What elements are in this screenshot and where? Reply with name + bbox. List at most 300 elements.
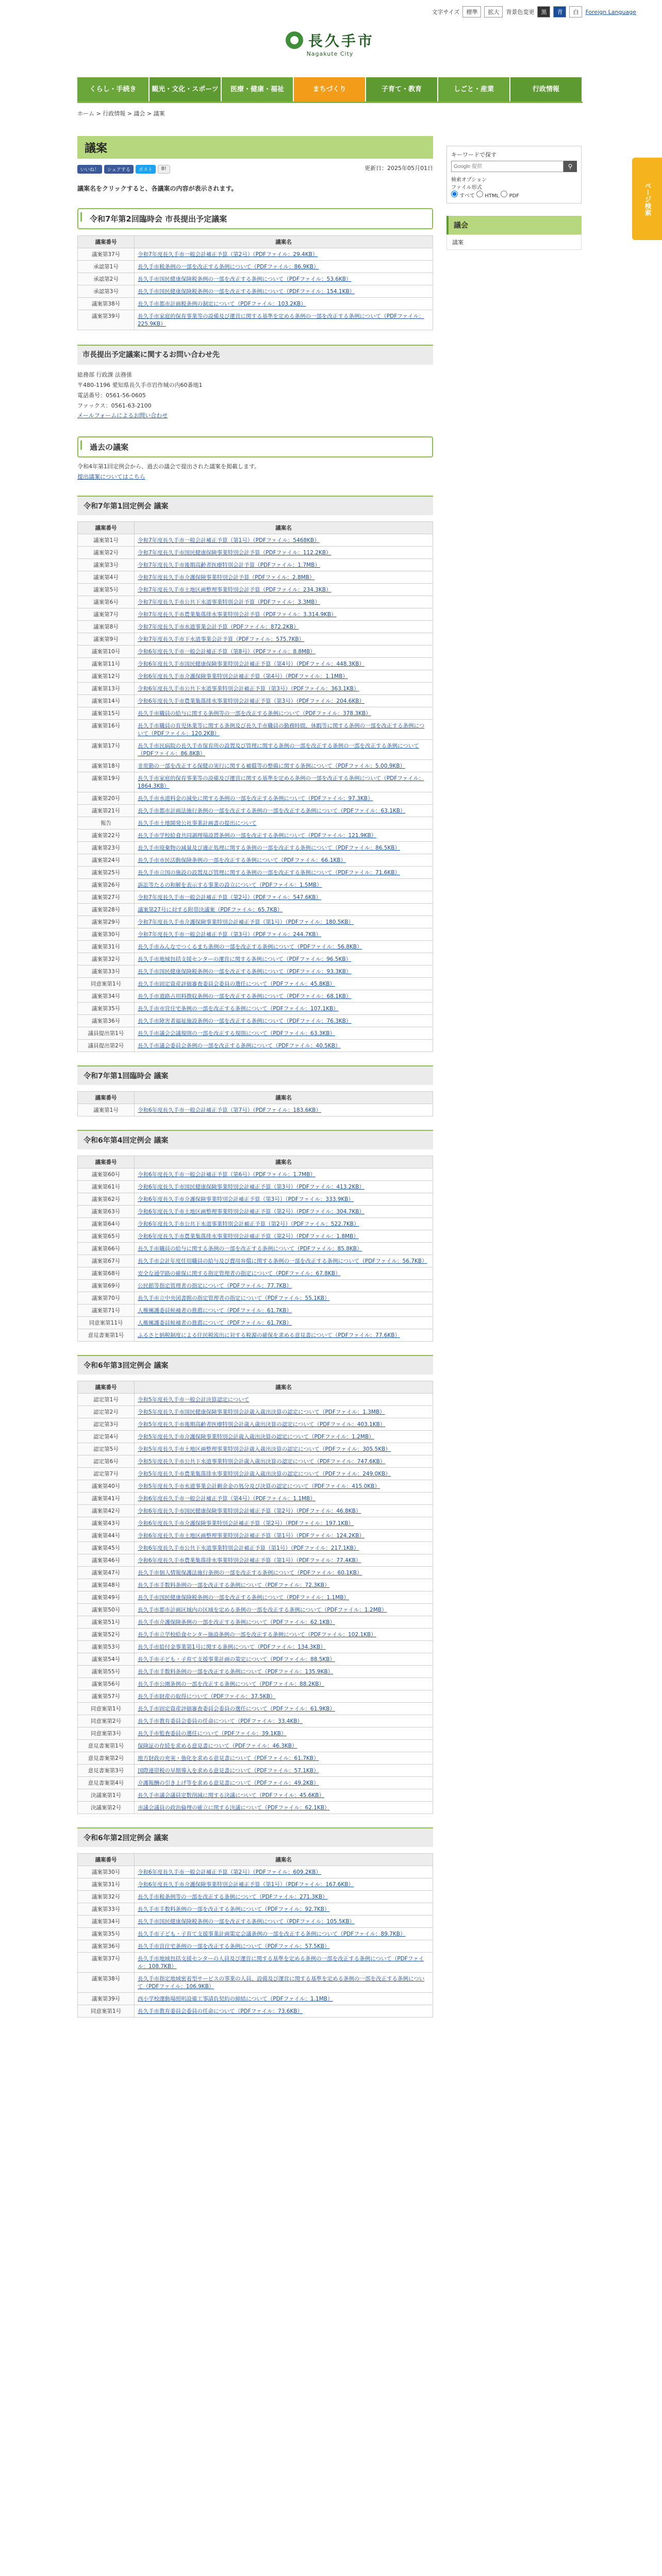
bill-number: 議案第4号 [78, 571, 135, 583]
bill-link[interactable]: 令和7年度長久手市介護保険事業特別会計予算（PDFファイル：2.8MB） [138, 574, 315, 581]
bill-cell [135, 1690, 433, 1702]
current-heading-text: 令和7年第2回臨時会 市長提出予定議案 [90, 214, 227, 224]
bill-link[interactable]: 議案第27号に対する附帯決議案（PDFファイル：65.7KB） [138, 906, 283, 913]
bill-number: 議案第35号 [78, 1927, 135, 1940]
bill-number: 同意案第1号 [78, 977, 135, 990]
bill-cell [135, 772, 433, 792]
bill-link[interactable]: 長久手市学校給食共同調理場設置条例の一部を改正する条例について（PDFファイル：121.9KB） [138, 832, 377, 839]
bill-link[interactable]: 長久手市国民健康保険税条例の一部を改正する条例について（PDFファイル：93.3KB） [138, 968, 352, 975]
table-row [78, 772, 433, 792]
bill-cell [135, 1418, 433, 1430]
past-text-block [77, 462, 433, 482]
past-sections [77, 496, 433, 2018]
bill-number: 議員提出第2号 [78, 1039, 135, 1052]
search-button[interactable] [564, 161, 577, 172]
bill-number: 議案第33号 [78, 965, 135, 977]
bill-number: 承認第3号 [78, 285, 135, 298]
inquiry-tel: 電話番号：0561-56-0605 [77, 392, 146, 399]
bill-number: 同意案第1号 [78, 1702, 135, 1715]
bill-cell [135, 620, 433, 633]
opt-html-radio[interactable] [476, 193, 499, 199]
bill-number: 議案第40号 [78, 1480, 135, 1492]
table-row [78, 1405, 433, 1418]
bill-link[interactable]: 介護報酬の引き上げ等を求める意見書について（PDFファイル：49.2KB） [138, 1780, 319, 1786]
table-row [78, 657, 433, 670]
bill-cell [135, 596, 433, 608]
search-icon: ⚲ [568, 163, 573, 170]
bill-link[interactable]: 長久手市みんなでつくるまち条例の一部を改正する条例について（PDFファイル：56.8KB） [138, 943, 362, 950]
bill-number: 議案第36号 [78, 1940, 135, 1952]
bill-cell [135, 1715, 433, 1727]
bill-link[interactable]: 令和5年度長久手市後期高齢者医療特別会計歳入歳出決算の認定について（PDFファイル：403.1KB） [138, 1421, 386, 1428]
bill-cell [135, 1579, 433, 1591]
table-row [78, 1205, 433, 1217]
bill-link[interactable]: 長久手市国民健康保険税条例の一部を改正する条例について（PDFファイル：154.1KB） [138, 289, 355, 295]
bill-link[interactable]: 令和7年度長久手市下水道事業会計予算（PDFファイル：575.7KB） [138, 636, 305, 642]
side-menu-item-bills[interactable]: 議案 [446, 234, 582, 250]
section-heading: 令和6年第2回定例会 議案 [77, 1827, 433, 1847]
font-standard-button[interactable]: 標準 [462, 6, 481, 18]
bill-number: 議案第11号 [78, 657, 135, 670]
table-row [78, 1764, 433, 1776]
bill-link[interactable]: 長久手市都市計画税条例の制定について（PDFファイル：103.2KB） [138, 301, 306, 307]
table-row [78, 1579, 433, 1591]
bill-link[interactable]: 令和5年度長久手市土地区画整理事業特別会計歳入歳出決算の認定について（PDFファイル：305.5KB） [138, 1446, 391, 1452]
facebook-like-button[interactable]: いいね！ [77, 165, 102, 174]
bill-link[interactable]: 長久手市立中央図書館の指定管理者の指定について（PDFファイル：55.1KB） [138, 1295, 330, 1301]
bill-cell [135, 817, 433, 829]
bill-number: 議案第54号 [78, 1653, 135, 1665]
bill-cell [135, 1952, 433, 1972]
bill-number: 認定第6号 [78, 1455, 135, 1467]
table-row [78, 1972, 433, 1992]
bill-link[interactable]: 長久手市議会委員会条例の一部を改正する条例について（PDFファイル：40.5KB） [138, 1042, 341, 1049]
bill-number: 議案第37号 [78, 1952, 135, 1972]
table-row [78, 965, 433, 977]
bill-cell [135, 583, 433, 596]
main-content [77, 122, 433, 2018]
bill-number: 議案第46号 [78, 1554, 135, 1566]
bill-cell [135, 534, 433, 546]
opt-all-radio[interactable] [451, 193, 475, 199]
bill-link[interactable]: 長久手市公園条例の一部を改正する条例について（PDFファイル：88.2KB） [138, 1681, 325, 1687]
bill-number: 議案第61号 [78, 1180, 135, 1193]
bill-link[interactable]: 長久手市地域包括支援センターの人員及び運営に関する基準を定める条例の一部を改正する条例について（PDFファイル：108.7KB） [138, 1955, 424, 1970]
bill-link[interactable]: 長久手市道路占用料徴収条例の一部を改正する条例について（PDFファイル：68.1KB） [138, 993, 352, 999]
bill-link[interactable]: 長久手市教育委員会委員の任命について（PDFファイル：33.4KB） [138, 1718, 303, 1724]
site-title: 長久手市 [308, 32, 374, 49]
bill-link[interactable]: 長久手市営住宅条例の一部を改正する条例について（PDFファイル：57.5KB） [138, 1943, 330, 1950]
page-search-tab[interactable] [632, 158, 662, 240]
bill-link[interactable]: 長久手市都市計画法施行条例の一部を改正する条例の一部を改正する条例について（PDFファイル：63.1KB） [138, 807, 406, 814]
bill-link[interactable]: 長久手市教育委員会委員の任命について（PDFファイル：73.6KB） [138, 2008, 303, 2014]
bill-link[interactable]: 令和6年度長久手市一般会計補正予算（第8号）（PDFファイル：8.8MB） [138, 648, 316, 655]
bill-cell [135, 1180, 433, 1193]
bill-number: 議案第15号 [78, 707, 135, 719]
bill-link[interactable]: 長久手市監査委員の選任について（PDFファイル：39.1KB） [138, 1730, 287, 1737]
bill-link[interactable]: 長久手市固定資産評価審査委員会委員の選任について（PDFファイル：61.9KB） [138, 1705, 336, 1712]
table-row [78, 1927, 433, 1940]
bill-number: 意見書案第2号 [78, 1752, 135, 1764]
bill-link[interactable]: 長久手市水道料金の減免に関する条例の一部を改正する条例について（PDFファイル：97.3KB） [138, 795, 373, 802]
bill-link[interactable]: 長久手市障害者福祉施設条例の一部を改正する条例について（PDFファイル：76.3KB） [138, 1018, 352, 1024]
bill-cell [135, 261, 433, 273]
table-row [78, 1554, 433, 1566]
bill-link[interactable]: 令和6年度長久手市公共下水道事業特別会計補正予算（第1号）（PDFファイル：217.1KB） [138, 1545, 359, 1551]
bill-cell [135, 1467, 433, 1480]
gnav-item-life[interactable]: くらし・手続き [77, 77, 150, 101]
bill-number: 認定第2号 [78, 1405, 135, 1418]
bill-link[interactable]: 人権擁護委員候補者の推薦について（PDFファイル：61.7KB） [138, 1307, 292, 1314]
bill-link[interactable]: 長久手市国民健康保険税条例の一部を改正する条例について（PDFファイル：105.5KB） [138, 1918, 355, 1925]
col-number-header: 議案番号 [78, 1381, 135, 1393]
opt-html-label: HTML [485, 193, 500, 199]
bill-link[interactable]: 令和6年度長久手市公共下水道事業特別会計補正予算（第3号）（PDFファイル：363.1KB） [138, 685, 359, 692]
bill-number: 議案第63号 [78, 1205, 135, 1217]
bill-cell [135, 248, 433, 261]
bill-number: 議案第52号 [78, 1628, 135, 1640]
breadcrumb[interactable]: ホーム > 行政情報 > 議会 > 議案 [77, 110, 165, 117]
bill-cell [135, 645, 433, 657]
bill-cell [135, 1329, 433, 1341]
bill-number: 議案第29号 [78, 916, 135, 928]
bill-cell [135, 1279, 433, 1292]
bill-cell [135, 990, 433, 1002]
bill-link[interactable]: 令和7年度長久手市一般会計補正予算（第3号）（PDFファイル：244.7KB） [138, 931, 322, 938]
search-option-title: 検索オプション [451, 177, 487, 183]
bill-link[interactable]: 西小学校運動場照明設備工事請負契約の締結について（PDFファイル：1.1MB） [138, 1995, 333, 2002]
bill-number: 議案第23号 [78, 841, 135, 854]
table-row [78, 1715, 433, 1727]
bill-link[interactable]: 令和6年度長久手市国民健康保険事業特別会計補正予算（第2号）（PDFファイル：46.8KB） [138, 1507, 361, 1514]
foreign-language-link[interactable]: Foreign Language [585, 8, 636, 15]
table-row [78, 261, 433, 273]
bill-link[interactable]: 長久手市議会会議規則の一部を改正する規則について（PDFファイル：63.3KB） [138, 1030, 336, 1037]
bill-cell [135, 1430, 433, 1443]
bill-link[interactable]: 市議会議員の政治倫理の確立に関する決議について（PDFファイル：62.1KB） [138, 1804, 330, 1811]
bg-blue-button[interactable]: 青 [553, 6, 566, 18]
bill-link[interactable]: 令和6年度長久手市農業集落排水事業特別会計補正予算（第2号）（PDFファイル：1.8MB） [138, 1233, 359, 1240]
bill-cell [135, 1940, 433, 1952]
gnav-item-business[interactable]: しごと・産業 [438, 77, 510, 101]
bill-link[interactable]: 訴訟等たるの和解を表示する事業の設立について（PDFファイル：1.5MB） [138, 882, 322, 888]
bill-link[interactable]: 長久手市職員の育児休業等に関する条例及び長久手市職員の勤務時間、休暇等に関する条例の一部を改正する条例について（PDFファイル：120.2KB） [138, 722, 425, 737]
bill-number: 議案第38号 [78, 298, 135, 310]
bill-link[interactable]: 令和6年度長久手市介護保険事業特別会計補正予算（第4号）（PDFファイル：1.1MB） [138, 673, 348, 680]
bill-link[interactable]: 令和6年度長久手市一般会計補正予算（第2号）（PDFファイル：609.2KB） [138, 1869, 322, 1875]
bill-cell [135, 977, 433, 990]
bill-cell [135, 1603, 433, 1616]
bill-link[interactable]: 令和5年度長久手市国民健康保険事業特別会計歳入歳出決算の認定について（PDFファイル：1.3MB） [138, 1409, 385, 1415]
bill-cell [135, 878, 433, 891]
bill-cell [135, 1903, 433, 1915]
site-header [0, 0, 662, 72]
table-row [78, 928, 433, 940]
bill-cell [135, 891, 433, 903]
bill-link[interactable]: 長久手市給付金事業第1号に関する条例について（PDFファイル：134.3KB） [138, 1643, 326, 1650]
table-row [78, 608, 433, 620]
bill-link[interactable]: 長久手市財産の取得について（PDFファイル：37.5KB） [138, 1693, 276, 1700]
bill-link[interactable]: 令和6年度長久手市農業集落排水事業特別会計補正予算（第1号）（PDFファイル：77.4KB） [138, 1557, 361, 1564]
bill-link[interactable]: 令和6年度長久手市介護保険事業特別会計補正予算（第2号）（PDFファイル：197.1KB） [138, 1520, 354, 1527]
gnav-item-tourism[interactable]: 観光・文化・スポーツ [150, 77, 222, 101]
bill-link[interactable]: 令和6年度長久手市一般会計補正予算（第7号）（PDFファイル：183.6KB） [138, 1107, 322, 1113]
bill-cell [135, 273, 433, 285]
table-row [78, 1267, 433, 1279]
table-row [78, 1193, 433, 1205]
section-table [77, 521, 433, 1052]
table-row [78, 1168, 433, 1180]
table-row [78, 1027, 433, 1039]
bg-white-button[interactable]: 白 [569, 6, 582, 18]
table-row [78, 1180, 433, 1193]
col-number-header: 議案番号 [78, 236, 135, 248]
bill-link[interactable]: 長久手市立学校給食センター施設条例の一部を改正する条例について（PDFファイル：102.1KB） [138, 1631, 376, 1638]
table-row [78, 739, 433, 759]
bill-cell [135, 829, 433, 841]
bill-cell [135, 1492, 433, 1504]
updated-date: 更新日：2025年05月01日 [365, 165, 433, 172]
bill-number: 議案第28号 [78, 903, 135, 916]
bill-link[interactable]: 長久手市個人情報保護法施行条例の一部を改正する条例について（PDFファイル：60.1KB） [138, 1569, 362, 1576]
col-number-header: 議案番号 [78, 521, 135, 534]
bill-number: 議案第1号 [78, 1104, 135, 1116]
section-table [77, 1091, 433, 1116]
bill-link[interactable]: 令和7年度長久手市介護保険事業特別会計補正予算（第1号）（PDFファイル：180.5KB） [138, 919, 354, 925]
bill-link[interactable]: 令和7年度長久手市国民健康保険事業特別会計予算（PDFファイル：112.2KB） [138, 549, 332, 556]
bill-link[interactable]: 令和6年度長久手市介護保険事業特別会計補正予算（第3号）（PDFファイル：333.9KB） [138, 1196, 354, 1202]
section-heading: 令和6年第4回定例会 議案 [77, 1130, 433, 1149]
table-row [78, 1952, 433, 1972]
bill-link[interactable]: 長久手市民病院の長久手市保育所の設置及び管理に関する条例の一部を改正する条例の一部を改正する条例について（PDFファイル：86.8KB） [138, 742, 419, 757]
past-link[interactable]: 提出議案についてはこちら [77, 473, 145, 480]
side-menu-heading: 議会 [446, 216, 582, 234]
bill-link[interactable]: 長久手市家庭的保育事業等の設備及び運営に関する基準を定める条例の一部を改正する条例について（PDFファイル：225.9KB） [138, 313, 424, 327]
site-subtitle: Nagakute City [306, 50, 354, 57]
bill-link[interactable]: 長久手市議会議員定数削減に関する決議について（PDFファイル：45.6KB） [138, 1792, 325, 1799]
keyword-search-box [446, 146, 582, 204]
bill-link[interactable]: 長久手市税条例等の一部を改正する条例について（PDFファイル：271.3KB） [138, 1893, 328, 1900]
bill-link[interactable]: 非常勤の一部を改正する保健の実行に関する補償等の整備に関する条例について（PDFファイル：5.00.9KB） [138, 762, 406, 769]
bill-link[interactable]: 令和7年度長久手市一般会計補正予算（第1号）（PDFファイル：5468KB） [138, 537, 320, 544]
bill-link[interactable]: 令和5年度長久手市農業集落排水事業特別会計歳入歳出決算の認定について（PDFファイル：249.0KB） [138, 1470, 391, 1477]
bill-link[interactable]: 長久手市子ども・子育て支援事業計画の策定について（PDFファイル：88.5KB） [138, 1656, 336, 1663]
bill-number: 議案第44号 [78, 1529, 135, 1541]
bill-number: 議案第3号 [78, 558, 135, 571]
bill-cell [135, 965, 433, 977]
bill-link[interactable]: 国際連帯税の早期導入を求める意見書について（PDFファイル：57.1KB） [138, 1767, 319, 1774]
col-name-header: 議案名 [135, 1853, 433, 1866]
bill-number: 議案第62号 [78, 1193, 135, 1205]
bill-link[interactable]: 令和7年度長久手市公共下水道事業特別会計予算（PDFファイル：3.3MB） [138, 599, 320, 605]
font-large-button[interactable]: 拡大 [484, 6, 503, 18]
bill-link[interactable]: 長久手市介護保険条例の一部を改正する条例について（PDFファイル：62.1KB） [138, 1619, 336, 1625]
table-header-row [78, 236, 433, 248]
sidebar [446, 146, 582, 250]
bill-link[interactable]: 令和7年度長久手市後期高齢者医療特別会計予算（PDFファイル：1.7MB） [138, 562, 320, 568]
bill-number: 議案第71号 [78, 1304, 135, 1316]
bill-link[interactable]: 令和6年度長久手市一般会計補正予算（第6号）（PDFファイル：1.7MB） [138, 1171, 316, 1178]
bill-number: 議案第22号 [78, 829, 135, 841]
bill-cell [135, 298, 433, 310]
bill-link[interactable]: 公民館等指定管理者の指定について（PDFファイル：77.7KB） [138, 1282, 292, 1289]
x-post-button[interactable]: ポスト [136, 165, 156, 174]
bill-link[interactable]: 令和6年度長久手市農業集落排水事業特別会計補正予算（第3号）（PDFファイル：204.6KB） [138, 698, 365, 704]
bill-link[interactable]: 安全な通学路の確保に関する指定管理者の指定について（PDFファイル：67.8KB） [138, 1270, 341, 1277]
bill-link[interactable]: 長久手市職員の給与に関する条例等の一部を改正する条例について（PDFファイル：378.3KB） [138, 710, 371, 717]
bill-link[interactable]: 令和7年度長久手市土地区画整理事業特別会計予算（PDFファイル：234.3KB） [138, 586, 332, 593]
bill-link[interactable]: 長久手市指定地域密着型サービスの事業の人員、設備及び運営に関する基準を定める条例の一部を改正する条例について（PDFファイル：106.9KB） [138, 1975, 425, 1990]
section-heading: 令和7年第1回定例会 議案 [77, 496, 433, 515]
table-row [78, 1529, 433, 1541]
bill-link[interactable]: 令和6年度長久手市国民健康保険事業特別会計補正予算（第3号）（PDFファイル：413.2KB） [138, 1183, 365, 1190]
table-row [78, 1304, 433, 1316]
bill-cell [135, 1443, 433, 1455]
table-row [78, 285, 433, 298]
inquiry-mail-link[interactable]: メールフォームによるお問い合わせ [77, 412, 168, 419]
bill-link[interactable]: 保険証の存続を求める意見書について（PDFファイル：46.3KB） [138, 1742, 297, 1749]
bill-cell [135, 571, 433, 583]
bill-number: 同意案第1号 [78, 2005, 135, 2017]
bill-link[interactable]: 長久手市家庭的保育事業等の設備及び運営に関する基準を定める条例の一部を改正する条例について（PDFファイル：1864.3KB） [138, 775, 424, 789]
bill-link[interactable]: 令和7年度長久手市一般会計補正予算（第2号）（PDFファイル：29.4KB） [138, 251, 318, 258]
bill-cell [135, 1405, 433, 1418]
bill-cell [135, 1242, 433, 1255]
bg-black-button[interactable]: 黒 [537, 6, 550, 18]
bill-link[interactable]: 令和6年度長久手市土地区画整理事業特別会計補正予算（第1号）（PDFファイル：124.2KB） [138, 1532, 365, 1539]
table-row [78, 1316, 433, 1329]
bill-number: 議案第68号 [78, 1267, 135, 1279]
bill-link[interactable]: 長久手市市民活動保険条例の一部を改正する条例について（PDFファイル：66.1KB） [138, 857, 346, 863]
table-row [78, 682, 433, 694]
gnav-item-town[interactable]: まちづくり [294, 77, 366, 101]
bill-link[interactable]: 長久手市手数料条例の一部を改正する条例について（PDFファイル：92.7KB） [138, 1906, 330, 1912]
color-change-label: 背景色変更 [506, 9, 535, 15]
bill-link[interactable]: 令和6年度長久手市介護保険事業特別会計補正予算（第1号）（PDFファイル：167.6KB） [138, 1881, 354, 1888]
bill-cell [135, 1591, 433, 1603]
bill-link[interactable]: 令和7年度長久手市農業集落排水事業特別会計予算（PDFファイル：3.314.9KB） [138, 611, 337, 618]
bill-link[interactable]: 令和6年度長久手市一般会計補正予算（第4号）（PDFファイル：1.1MB） [138, 1495, 316, 1502]
inquiry-address: 〒480-1196 愛知県長久手市岩作城の内60番地1 [77, 381, 203, 388]
gnav-item-admin[interactable]: 行政情報 [510, 77, 583, 101]
search-input[interactable] [451, 161, 564, 172]
bill-cell [135, 719, 433, 739]
gnav-item-health[interactable]: 医療・健康・福祉 [222, 77, 294, 101]
bill-link[interactable]: 長久手市会計年度任用職員の給与及び費用弁償に関する条例の一部を改正する条例について（PDFファイル：56.7KB） [138, 1258, 427, 1264]
bill-cell [135, 1205, 433, 1217]
bill-link[interactable]: 長久手市土地開発公社事業計画書の提出について [138, 820, 257, 826]
table-row [78, 1616, 433, 1628]
table-row [78, 248, 433, 261]
bill-link[interactable]: 長久手市手数料条例の一部を改正する条例について（PDFファイル：72.3KB） [138, 1582, 330, 1588]
table-row [78, 1789, 433, 1801]
header-tools [432, 6, 636, 18]
bill-link[interactable]: 長久手市国民健康保険税条例の一部を改正する条例について（PDFファイル：53.6KB） [138, 276, 352, 282]
bill-link[interactable]: 令和6年度長久手市公共下水道事業特別会計補正予算（第2号）（PDFファイル：522.7KB） [138, 1221, 359, 1227]
bill-link[interactable]: 長久手市都市計画区域内の区域を定める条例の一部を改正する条例について（PDFファイル：1.2MB） [138, 1606, 387, 1613]
table-row [78, 310, 433, 330]
bill-link[interactable]: 長久手市地域包括支援センターの運営に関する条例について（PDFファイル：96.5KB） [138, 956, 352, 962]
opt-pdf-radio[interactable] [501, 193, 519, 199]
bill-link[interactable]: 令和7年度長久手市一般会計補正予算（第2号）（PDFファイル：547.6KB） [138, 894, 322, 901]
table-row [78, 1866, 433, 1878]
search-row [451, 161, 577, 172]
bill-number: 議案第2号 [78, 546, 135, 558]
bill-cell [135, 1316, 433, 1329]
gnav-item-education[interactable]: 子育て・教育 [366, 77, 438, 101]
table-row [78, 1104, 433, 1116]
col-name-header: 議案名 [135, 1091, 433, 1104]
bill-number: 議案第48号 [78, 1579, 135, 1591]
bill-number: 議案第36号 [78, 1014, 135, 1027]
bill-number: 議案第12号 [78, 670, 135, 682]
table-row [78, 1702, 433, 1715]
bill-number: 議案第49号 [78, 1591, 135, 1603]
bill-link[interactable]: 人権擁護委員候補者の推薦について（PDFファイル：61.7KB） [138, 1319, 292, 1326]
bill-link[interactable]: 長久手市立国の施設の設置及び管理に関する条例の一部を改正する条例について（PDFファイル：71.6KB） [138, 869, 401, 876]
bill-cell [135, 1304, 433, 1316]
bill-number: 議案第35号 [78, 1002, 135, 1014]
table-row [78, 273, 433, 285]
bill-link[interactable]: 令和6年度長久手市国民健康保険事業特別会計補正予算（第4号）（PDFファイル：448.3KB） [138, 660, 365, 667]
bill-link[interactable]: 長久手市職員の給与に関する条例の一部を改正する条例について（PDFファイル：85.8KB） [138, 1245, 362, 1252]
col-name-header: 議案名 [135, 1156, 433, 1168]
bill-cell [135, 1616, 433, 1628]
table-row [78, 953, 433, 965]
bill-number: 意見書案第1号 [78, 1739, 135, 1752]
bill-number: 議案第8号 [78, 620, 135, 633]
hatena-button[interactable]: B! [158, 165, 170, 174]
bill-cell [135, 739, 433, 759]
bill-link[interactable]: 長久手市市営住宅条例の一部を改正する条例について（PDFファイル：107.1KB） [138, 1005, 339, 1012]
bill-link[interactable]: 令和5年度長久手市介護保険事業特別会計歳入歳出決算の認定について（PDFファイル：1.2MB） [138, 1433, 374, 1440]
bill-cell [135, 1104, 433, 1116]
file-type-label: ファイル形式 [451, 185, 482, 191]
bill-number: 議案第17号 [78, 739, 135, 759]
bill-number: 承認第2号 [78, 273, 135, 285]
table-row [78, 1329, 433, 1341]
col-number-header: 議案番号 [78, 1156, 135, 1168]
bill-link[interactable]: 長久手市国民健康保険税条例の一部を改正する条例について（PDFファイル：1.1MB） [138, 1594, 349, 1601]
facebook-share-button[interactable]: シェアする [104, 165, 134, 174]
bill-link[interactable]: 令和5年度長久手市水道事業会計剰余金の処分及び決算の認定について（PDFファイル：415.0KB） [138, 1483, 380, 1489]
bill-link[interactable]: 長久手市子ども・子育て支援事業計画策定会議条例の一部を改正する条例について（PDFファイル：89.7KB） [138, 1930, 406, 1937]
bill-link[interactable]: 令和6年度長久手市土地区画整理事業特別会計補正予算（第2号）（PDFファイル：304.7KB） [138, 1208, 365, 1215]
bill-link[interactable]: 長久手市税条例の一部を改正する条例について（PDFファイル：86.9KB） [138, 264, 319, 270]
bill-link[interactable]: 長久手市手数料条例の一部を改正する条例について（PDFファイル：135.9KB） [138, 1668, 334, 1675]
table-row [78, 1776, 433, 1789]
bill-link[interactable]: 長久手市固定資産評価審査委員会委員の選任について（PDFファイル：45.8KB） [138, 980, 336, 987]
section-heading: 令和7年第1回臨時会 議案 [77, 1065, 433, 1085]
bill-number: 認定第7号 [78, 1467, 135, 1480]
bill-cell [135, 1640, 433, 1653]
table-header-row [78, 1156, 433, 1168]
bill-number: 議案第31号 [78, 940, 135, 953]
bill-number: 認定第4号 [78, 1430, 135, 1443]
bill-cell [135, 866, 433, 878]
bill-link[interactable]: 地方財政の充実・強化を求める意見書について（PDFファイル：61.7KB） [138, 1755, 319, 1761]
table-row [78, 583, 433, 596]
bill-link[interactable]: 令和5年度長久手市公共下水道事業特別会計歳入歳出決算の認定について（PDFファイル：747.6KB） [138, 1458, 386, 1465]
bill-link[interactable]: 令和7年度長久手市水道事業会計予算（PDFファイル：872.2KB） [138, 623, 299, 630]
bill-link[interactable]: 令和5年度長久手市一般会計決算認定について [138, 1396, 250, 1403]
bill-link[interactable]: ふるさと納税制度による住民税流出に対する税源の確保を求める意見書について（PDFファイル：77.6KB） [138, 1332, 401, 1338]
table-row [78, 1541, 433, 1554]
bill-link[interactable]: 長久手市廃棄物の減量及び適正処理に関する条例の一部を改正する条例について（PDFファイル：86.5KB） [138, 844, 401, 851]
bill-cell [135, 1217, 433, 1230]
site-logo[interactable] [278, 30, 382, 66]
table-row [78, 1992, 433, 2005]
